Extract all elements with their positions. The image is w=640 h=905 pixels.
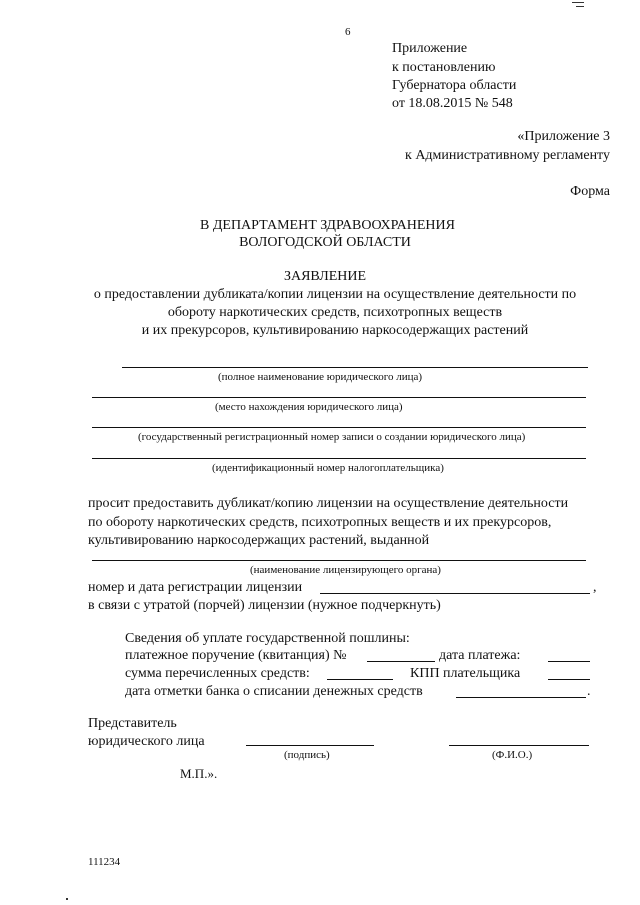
representative-line-2: юридического лица (88, 734, 205, 749)
department-line-2: ВОЛОГОДСКОЙ ОБЛАСТИ (239, 235, 411, 250)
payment-order-line[interactable] (367, 661, 435, 662)
body-line-2: по обороту наркотических средств, психотропных веществ и их прекурсоров, (88, 515, 552, 530)
appendix-line-3: Губернатора области (392, 78, 517, 93)
payment-bank-label: дата отметки банка о списании денежных средств (125, 684, 423, 699)
department-line-1: В ДЕПАРТАМЕНТ ЗДРАВООХРАНЕНИЯ (200, 218, 455, 233)
payment-order-label: платежное поручение (квитанция) № (125, 648, 347, 663)
representative-line-1: Представитель (88, 716, 177, 731)
payment-kpp-label: КПП плательщика (410, 666, 521, 681)
payment-date-line[interactable] (548, 661, 590, 662)
full-name-line[interactable] (122, 367, 588, 368)
location-line[interactable] (92, 397, 586, 398)
appendix-line-2: к постановлению (392, 60, 496, 75)
reg-number-line[interactable] (92, 427, 586, 428)
body-line-3: культивированию наркосодержащих растений, выданной (88, 533, 430, 548)
fio-line[interactable] (449, 745, 589, 746)
license-number-comma: , (593, 580, 597, 595)
appendix-line-1: Приложение (392, 41, 468, 56)
payment-bank-line[interactable] (456, 697, 586, 698)
licensing-body-line[interactable] (92, 560, 586, 561)
stamp-label: М.П.». (180, 766, 218, 781)
payment-header: Сведения об уплате государственной пошлины: (125, 631, 410, 646)
scan-mark-top-right-2 (576, 6, 584, 7)
page-number: 6 (345, 26, 351, 38)
inn-line[interactable] (92, 458, 586, 459)
subtitle-line-2: обороту наркотических средств, психотропных веществ (167, 305, 503, 320)
location-caption: (место нахождения юридического лица) (215, 401, 403, 413)
document-title: ЗАЯВЛЕНИЕ (283, 269, 367, 284)
footer-code: 111234 (88, 856, 121, 868)
full-name-caption: (полное наименование юридического лица) (218, 371, 423, 383)
scan-mark-bottom-left (66, 898, 68, 900)
signature-line[interactable] (246, 745, 374, 746)
license-number-label: номер и дата регистрации лицензии (88, 580, 303, 595)
payment-kpp-line[interactable] (548, 679, 590, 680)
inn-caption: (идентификационный номер налогоплательщика) (212, 462, 444, 474)
payment-sum-line[interactable] (327, 679, 393, 680)
subtitle-line-3: и их прекурсоров, культивированию наркосодержащих растений (141, 323, 529, 338)
scan-mark-top-right (572, 2, 584, 3)
appendix3-line-1: «Приложение 3 (517, 129, 610, 144)
license-number-line[interactable] (320, 593, 590, 594)
payment-sum-label: сумма перечисленных средств: (125, 666, 310, 681)
payment-bank-period: . (587, 684, 591, 699)
fio-caption: (Ф.И.О.) (492, 749, 533, 761)
body-line-1: просит предоставить дубликат/копию лицензии на осуществление деятельности (88, 496, 569, 511)
form-label: Форма (570, 184, 610, 199)
signature-caption: (подпись) (284, 749, 330, 761)
appendix-line-4: от 18.08.2015 № 548 (392, 96, 513, 111)
licensing-body-caption: (наименование лицензирующего органа) (250, 564, 441, 576)
appendix3-line-2: к Административному регламенту (405, 148, 610, 163)
subtitle-line-1: о предоставлении дубликата/копии лицензии на осуществление деятельности по (93, 287, 577, 302)
payment-date-label: дата платежа: (439, 648, 521, 663)
reg-number-caption: (государственный регистрационный номер записи о создании юридического лица) (138, 431, 526, 443)
reason-line: в связи с утратой (порчей) лицензии (нужное подчеркнуть) (88, 598, 441, 613)
